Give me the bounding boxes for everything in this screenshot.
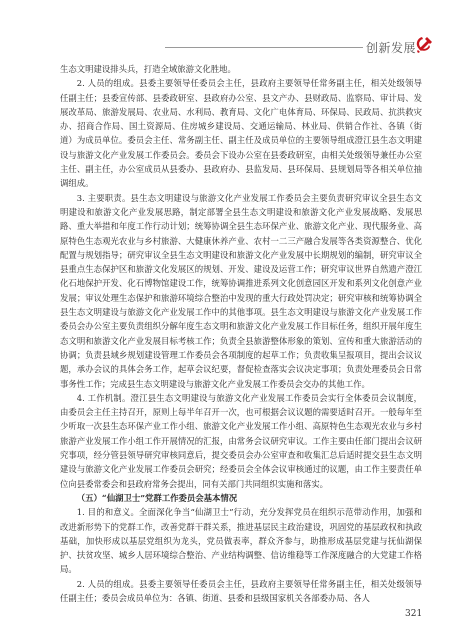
body-paragraph: 2. 人员的组成。县委主要领导任委员会主任，县政府主要领导任常务副主任，相关处级领导任副主任；县委宣传部、县委政研室、县政府办公室、县文产办、县财政局、监察局、审计局、发展改革局、旅游发展局、农业局、水利局、教育局、文化广电体育局、环保局、民政局、抗洪救灾办、招商合作局、国土资源局、住房城乡建设局、交通运输局、林业局、供销合作社、各镇（街道）为成员单位。委员会主任、常务副主任、副主任及成员单位的主要领导组成澄江县生态文明建设与旅游文化产业发展工作委员会。委员会下设办公室在县委政研室，由相关处级领导兼任办公室主任、副主任，办公室成员从县委办、县政府办、县监发局、县环保局、县规划局等各相关单位抽调组成。 [60,78,422,189]
page-number: 321 [405,609,423,619]
body-paragraph: 2. 人员的组成。县委主要领导任委员会主任，县政府主要领导任常务副主任，相关处级领导任副主任；委员会成员单位为：各镇、街道、县委和县级国家机关各部委办局、各人 [60,578,422,603]
body-paragraph: 3. 主要职责。县生态文明建设与旅游文化产业发展工作委员会主要负责研究审议全县生态文明建设和旅游文化产业发展思路，制定部署全县生态文明建设和旅游文化产业发展战略、发展思路、重大举措和年度工作行动计划；统筹协调全县生态环保产业、旅游文化产业、现代服务业、高原特色生态观光农业与乡村旅游、大健康休养产业、农村一二三产融合发展等各类资源整合、优化配置与规划指导；研究审议全县生态文明建设和旅游文化产业发展中长期规划的编制，研究审议全县重点生态保护区和旅游文化发展区的规划、开发、建设及运营工作；研究审议世界自然遗产澄江化石地保护开发、化石博物馆建设工作，统筹协调推进系列文化创意园区开发和系列文化创意产业发展；审议处理生态保护和旅游环境综合整治中发现的重大行政处罚决定；研究审核和统筹协调全县生态文明建设与旅游文化产业发展工作中的其他事项。县生态文明建设与旅游文化产业发展工作委员会办公室主要负责组织分解年度生态文明和旅游文化产业发展工作目标任务，组织开展年度生态文明和旅游文化产业发展目标考核工作；负责全县旅游整体形象的策划、宣传和重大旅游活动的协调；负责县域乡规划建设管理工作委员会各项制度的起草工作；负责收集呈报项目，提出会议议题，承办会议的具体会务工作，起草会议纪要，督促检查落实会议决定事项；负责处理委员会日常事务性工作；完成县生态文明建设与旅游文化产业发展工作委员会交办的其他工作。 [60,192,422,389]
body-paragraph: 1. 目的和意义。全面深化争当“仙湖卫士”行动，充分发挥党员在组织示范带动作用，加强和改进新形势下的党群工作，改善党群干群关系，推进基层民主政治建设，巩固党的基层政权和执政基础，加快形成以基层党组织为龙头，党员做表率，群众齐参与，助推形成基层党建与抚仙湖保护、扶贫攻坚、城乡人居环境综合整治、产业结构调整、信访维稳等工作深度融合的大党建工作格局。 [60,507,422,575]
party-hammer-sickle-icon [414,33,436,55]
body-paragraph: 4. 工作机制。澄江县生态文明建设与旅游文化产业发展工作委员会实行全体委员会议制度，由委员会主任主持召开，原则上每半年召开一次，也可根据会议议题的需要适时召开。一般每年至少听取一次县生态环保产业工作小组、旅游文化产业发展工作小组、高原特色生态观光农业与乡村旅游产业发展工作小组工作开展情况的汇报，由常务会议研究审议。工作主要由任部门提出会议研究事项，经分管县领导研究审核同意后，提交委员会办公室审查和收集汇总后适时提交县生态文明建设与旅游文化产业发展工作委员会研究；经委员会全体会议审核通过的议题，由工作主要责任单位向县委常委会和县政府常务会提出，同有关部门共同组织实施和落实。 [60,392,422,489]
body-paragraph: 生态文明建设排头兵，打造全域旅游文化胜地。 [60,64,236,74]
running-header-title: 创新发展 [366,41,417,55]
page-header [0,0,468,60]
document-body [60,62,422,605]
header-divider [165,47,363,48]
section-heading: （五）“仙湖卫士”党群工作委员会基本情况 [76,492,238,503]
